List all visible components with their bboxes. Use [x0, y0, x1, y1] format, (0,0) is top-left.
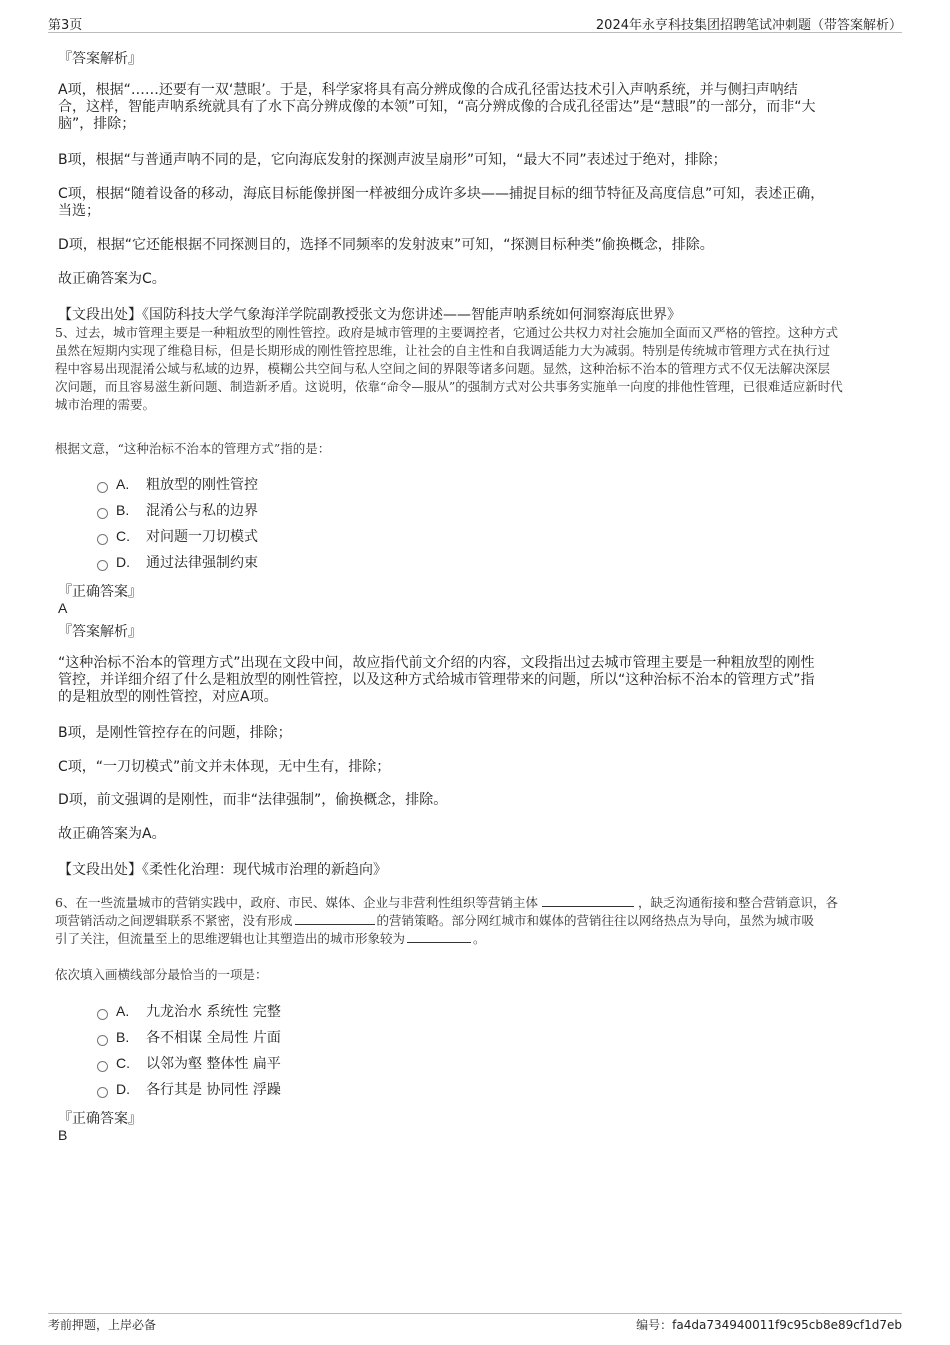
radio-icon[interactable] — [97, 534, 108, 545]
q5-analysis-a-line: 管控，并详细介绍了什么是粗放型的刚性管控，以及这种方式给城市管理带来的问题，所以“这种治标不治本的管理方式”指 — [58, 672, 815, 688]
option-letter: D. — [116, 554, 130, 570]
option-text: 粗放型的刚性管控 — [146, 477, 258, 493]
q5-option-d[interactable] — [97, 552, 258, 572]
q6-answer-heading: 『正确答案』 — [58, 1111, 142, 1127]
q6-answer: B — [58, 1127, 68, 1143]
q4-analysis-a — [58, 82, 888, 133]
q5-analysis-a-line: 的是粗放型的刚性管控，对应A项。 — [58, 689, 278, 705]
q5-source — [58, 859, 387, 879]
q5-option-a[interactable] — [97, 474, 258, 494]
q6-option-b[interactable] — [97, 1027, 281, 1047]
option-letter: B. — [116, 1029, 130, 1045]
q5-analysis-d: D项，前文强调的是刚性，而非“法律强制”，偷换概念，排除。 — [58, 792, 448, 808]
option-text: 对问题一刀切模式 — [146, 529, 258, 545]
document-title: 2024年永亨科技集团招聘笔试冲刺题（带答案解析） — [595, 18, 902, 33]
q6-option-d[interactable] — [97, 1079, 281, 1099]
q6-stem-line — [55, 894, 900, 912]
option-text: 混淆公与私的边界 — [146, 503, 258, 519]
stem-text: 的营销策略。部分网红城市和媒体的营销往往以网络热点为导向，虽然为城市吸 — [376, 913, 815, 928]
stem-text: 引了关注，但流量至上的思维逻辑也让其塑造出的城市形象较为 — [55, 931, 406, 946]
fill-blank-1[interactable] — [542, 894, 634, 907]
q5-answer: A — [58, 600, 68, 616]
stem-text: 。 — [473, 931, 486, 946]
radio-icon[interactable] — [97, 560, 108, 571]
page-number: 第3页 — [48, 18, 83, 33]
q5-analysis-c: C项，“一刀切模式”前文并未体现，无中生有，排除； — [58, 759, 391, 775]
q4-conclusion: 故正确答案为C。 — [58, 271, 166, 287]
q4-analysis-a-line: 合，这样，智能声呐系统就具有了水下高分辨成像的本领”可知，“高分辨成像的合成孔径雷达”是“慧眼”的一部分，而非“大 — [58, 99, 816, 115]
q4-analysis-b: B项，根据“与普通声呐不同的是，它向海底发射的探测声波呈扇形”可知，“最大不同”表述过于绝对，排除； — [58, 152, 727, 168]
option-letter: A. — [116, 1003, 130, 1019]
page-footer — [48, 1313, 902, 1336]
option-letter: C. — [116, 1055, 130, 1071]
q4-source — [58, 304, 681, 324]
source-title: 《柔性化治理：现代城市治理的新趋向》 — [142, 862, 387, 878]
option-text: 各行其是 协同性 浮躁 — [146, 1082, 281, 1098]
radio-icon[interactable] — [97, 1009, 108, 1020]
q6-option-c[interactable] — [97, 1053, 281, 1073]
q5-analysis-heading: 『答案解析』 — [58, 624, 142, 640]
stem-text: ，缺乏沟通衔接和整合营销意识，各 — [637, 895, 838, 910]
q5-stem — [55, 324, 900, 414]
option-text: 通过法律强制约束 — [146, 555, 258, 571]
q6-question: 依次填入画横线部分最恰当的一项是： — [55, 967, 268, 982]
option-letter: B. — [116, 502, 130, 518]
option-letter: A. — [116, 476, 130, 492]
document-id: 编号：fa4da734940011f9c95cb8e89cf1d7eb — [636, 1318, 902, 1332]
q5-analysis-b: B项，是刚性管控存在的问题，排除； — [58, 725, 292, 741]
stem-text: 项营销活动之间逻辑联系不紧密，没有形成 — [55, 913, 293, 928]
option-letter: C. — [116, 528, 130, 544]
radio-icon[interactable] — [97, 508, 108, 519]
q4-analysis-heading: 『答案解析』 — [58, 51, 142, 67]
radio-icon[interactable] — [97, 482, 108, 493]
q6-stem-line — [55, 912, 900, 930]
option-text: 各不相谋 全局性 片面 — [146, 1030, 281, 1046]
q5-analysis-a — [58, 655, 888, 706]
option-letter: D. — [116, 1081, 130, 1097]
source-label: 【文段出处】 — [58, 307, 142, 323]
radio-icon[interactable] — [97, 1035, 108, 1046]
source-label: 【文段出处】 — [58, 862, 142, 878]
source-title: 《国防科技大学气象海洋学院副教授张文为您讲述——智能声呐系统如何洞察海底世界》 — [142, 307, 681, 323]
fill-blank-2[interactable] — [295, 912, 375, 925]
q4-analysis-d: D项，根据“它还能根据不同探测目的，选择不同频率的发射波束”可知，“探测目标种类”偷换概念，排除。 — [58, 237, 714, 253]
option-text: 九龙治水 系统性 完整 — [146, 1004, 281, 1020]
q4-analysis-a-line: 脑”，排除； — [58, 116, 136, 132]
q5-question: 根据文意，“这种治标不治本的管理方式”指的是： — [55, 441, 331, 456]
q4-analysis-a-line: A项，根据“……还要有一双‘慧眼’。于是，科学家将具有高分辨成像的合成孔径雷达技术引入声呐系统，并与侧扫声呐结 — [58, 82, 798, 98]
radio-icon[interactable] — [97, 1061, 108, 1072]
q5-option-b[interactable] — [97, 500, 258, 520]
q6-stem-line — [55, 930, 900, 948]
q5-conclusion: 故正确答案为A。 — [58, 826, 166, 842]
q5-stem-line: 虽然在短期内实现了维稳目标，但是长期形成的刚性管控思维，让社会的自主性和自我调适能力大为减弱。特别是传统城市管理方式在执行过 — [55, 343, 831, 358]
q5-stem-line: 程中容易出现混淆公域与私域的边界，模糊公共空间与私人空间之间的界限等诸多问题。显然，这种治标不治本的管理方式不仅无法解决深层 — [55, 361, 831, 376]
q4-analysis-c-line: C项，根据“随着设备的移动，海底目标能像拼图一样被细分成许多块——捕捉目标的细节特征及高度信息”可知，表述正确， — [58, 186, 825, 202]
q5-answer-heading: 『正确答案』 — [58, 584, 142, 600]
q5-stem-line: 5、过去，城市管理主要是一种粗放型的刚性管控。政府是城市管理的主要调控者，它通过公共权力对社会施加全面而又严格的管控。这种方式 — [55, 325, 838, 340]
q5-option-c[interactable] — [97, 526, 258, 546]
q4-analysis-c — [58, 186, 888, 220]
q6-stem — [55, 894, 900, 948]
q4-analysis-c-line: 当选； — [58, 203, 100, 219]
q5-analysis-a-line: “这种治标不治本的管理方式”出现在文段中间，故应指代前文介绍的内容，文段指出过去城市管理主要是一种粗放型的刚性 — [58, 655, 815, 671]
stem-text: 6、在一些流量城市的营销实践中，政府、市民、媒体、企业与非营利性组织等营销主体 — [55, 895, 538, 910]
option-text: 以邻为壑 整体性 扁平 — [146, 1056, 281, 1072]
q5-stem-line: 城市治理的需要。 — [55, 397, 156, 412]
footer-slogan: 考前押题，上岸必备 — [48, 1318, 157, 1332]
q6-option-a[interactable] — [97, 1001, 281, 1021]
page-header — [48, 12, 902, 33]
radio-icon[interactable] — [97, 1087, 108, 1098]
q5-stem-line: 次问题，而且容易滋生新问题、制造新矛盾。这说明，依靠“命令—服从”的强制方式对公共事务实施单一向度的排他性管理，已很难适应新时代 — [55, 379, 843, 394]
fill-blank-3[interactable] — [407, 930, 471, 943]
